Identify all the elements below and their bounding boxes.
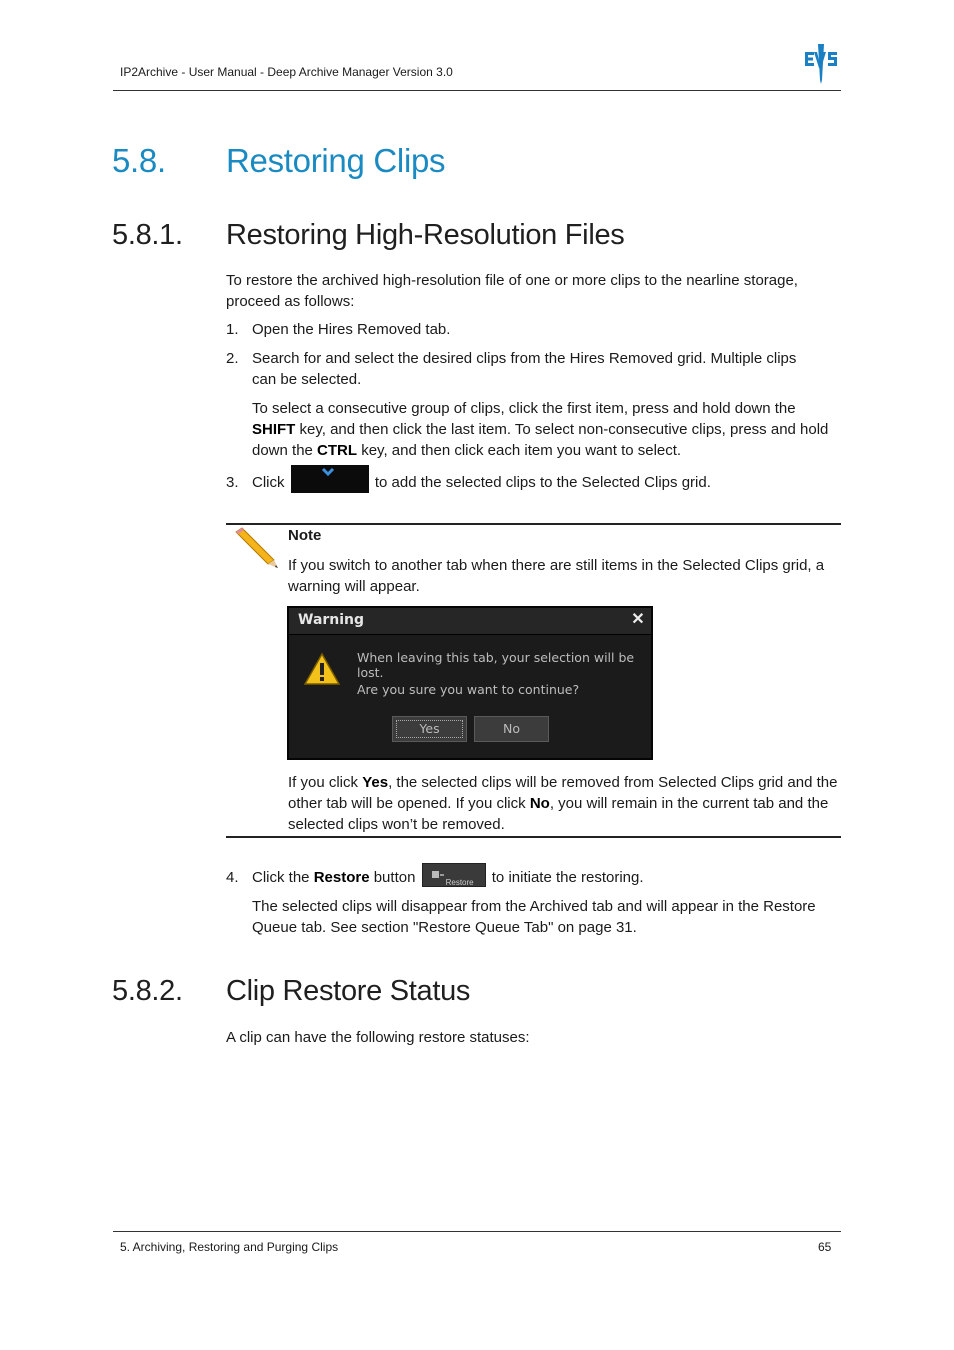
evs-logo-icon (804, 42, 838, 84)
restore-status-intro: A clip can have the following restore statuses: (226, 1029, 530, 1046)
list-number: 1. (226, 321, 239, 338)
list-item (226, 348, 826, 390)
chevron-down-icon (291, 465, 369, 493)
list-text: button (369, 869, 416, 886)
list-item (226, 319, 450, 340)
warning-dialog (287, 606, 653, 760)
note-bottom-rule (226, 836, 841, 838)
restore-button[interactable] (422, 863, 486, 887)
add-to-selection-button[interactable] (291, 465, 369, 493)
text-run: , the selected clips will be removed from Selected Clips grid and the other tab will be opened. If you click (288, 774, 838, 812)
restore-icon (432, 870, 444, 880)
list-text: Click (252, 474, 285, 491)
list-text: Open the Hires Removed tab. (252, 321, 451, 338)
dialog-titlebar (289, 608, 651, 635)
subsection-title: Restoring High-Resolution Files (226, 219, 625, 251)
pencil-note-icon (232, 526, 280, 570)
dialog-message: When leaving this tab, your selection will be lost. (357, 650, 635, 680)
no-reference: No (529, 795, 550, 812)
restore-reference: Restore (313, 869, 370, 886)
subsection-number: 5.8.1. (112, 219, 183, 251)
note-top-rule (226, 523, 841, 525)
list-number: 4. (226, 869, 239, 886)
ctrl-key: CTRL (317, 442, 358, 459)
subsection-title: Clip Restore Status (226, 975, 471, 1007)
list-text: to initiate the restoring. (491, 869, 644, 886)
dialog-question: Are you sure you want to continue? (357, 682, 580, 697)
header-divider (113, 90, 841, 91)
subsection-heading (112, 975, 470, 1008)
header-title: IP2Archive - User Manual - Deep Archive Manager Version 3.0 (120, 65, 453, 79)
text-run: To select a consecutive group of clips, click the first item, press and hold down the (252, 400, 796, 417)
list-text: Click the (252, 869, 314, 886)
step4-detail: The selected clips will disappear from the Archived tab and will appear in the Restore Queue tab. See section "Restore Queue Tab" on page 31. (252, 898, 816, 936)
text-run: key, and then click each item you want to select. (357, 442, 682, 459)
text-run: key, and then click the last item. To select non-consecutive clips, press and hold down the (252, 421, 829, 459)
text-run: If you click (288, 774, 363, 791)
note-outcome-text (288, 772, 843, 835)
subsection-heading (112, 219, 625, 252)
list-number: 3. (226, 474, 239, 491)
yes-reference: Yes (362, 774, 389, 791)
note-title: Note (288, 527, 322, 544)
footer-chapter: 5. Archiving, Restoring and Purging Clips (120, 1240, 339, 1254)
section-heading (112, 142, 445, 180)
dialog-title: Warning (298, 612, 365, 628)
subsection-number: 5.8.2. (112, 975, 183, 1007)
list-text: to add the selected clips to the Selected Clips grid. (374, 474, 711, 491)
list-text: Search for and select the desired clips from the Hires Removed grid. Multiple clips can be selected. (252, 350, 797, 388)
warning-icon (303, 652, 341, 686)
list-item (226, 469, 711, 497)
note-text: If you switch to another tab when there are still items in the Selected Clips grid, a warning will appear. (288, 557, 825, 595)
restore-button-label: Restore (445, 878, 474, 888)
section-number: 5.8. (112, 142, 166, 179)
selection-instructions (252, 398, 832, 461)
list-number: 2. (226, 350, 239, 367)
intro-paragraph: To restore the archived high-resolution file of one or more clips to the nearline storage, proceed as follows: (226, 272, 798, 310)
no-button[interactable]: No (474, 716, 549, 742)
footer-divider (113, 1231, 841, 1232)
section-title: Restoring Clips (226, 142, 446, 179)
list-item (226, 864, 644, 892)
shift-key: SHIFT (252, 421, 296, 438)
text-run: , you will remain in the current tab and the selected clips won’t be removed. (288, 795, 829, 833)
close-icon[interactable]: ✕ (631, 611, 645, 628)
page-number: 65 (818, 1240, 832, 1254)
yes-button[interactable]: Yes (392, 716, 467, 742)
